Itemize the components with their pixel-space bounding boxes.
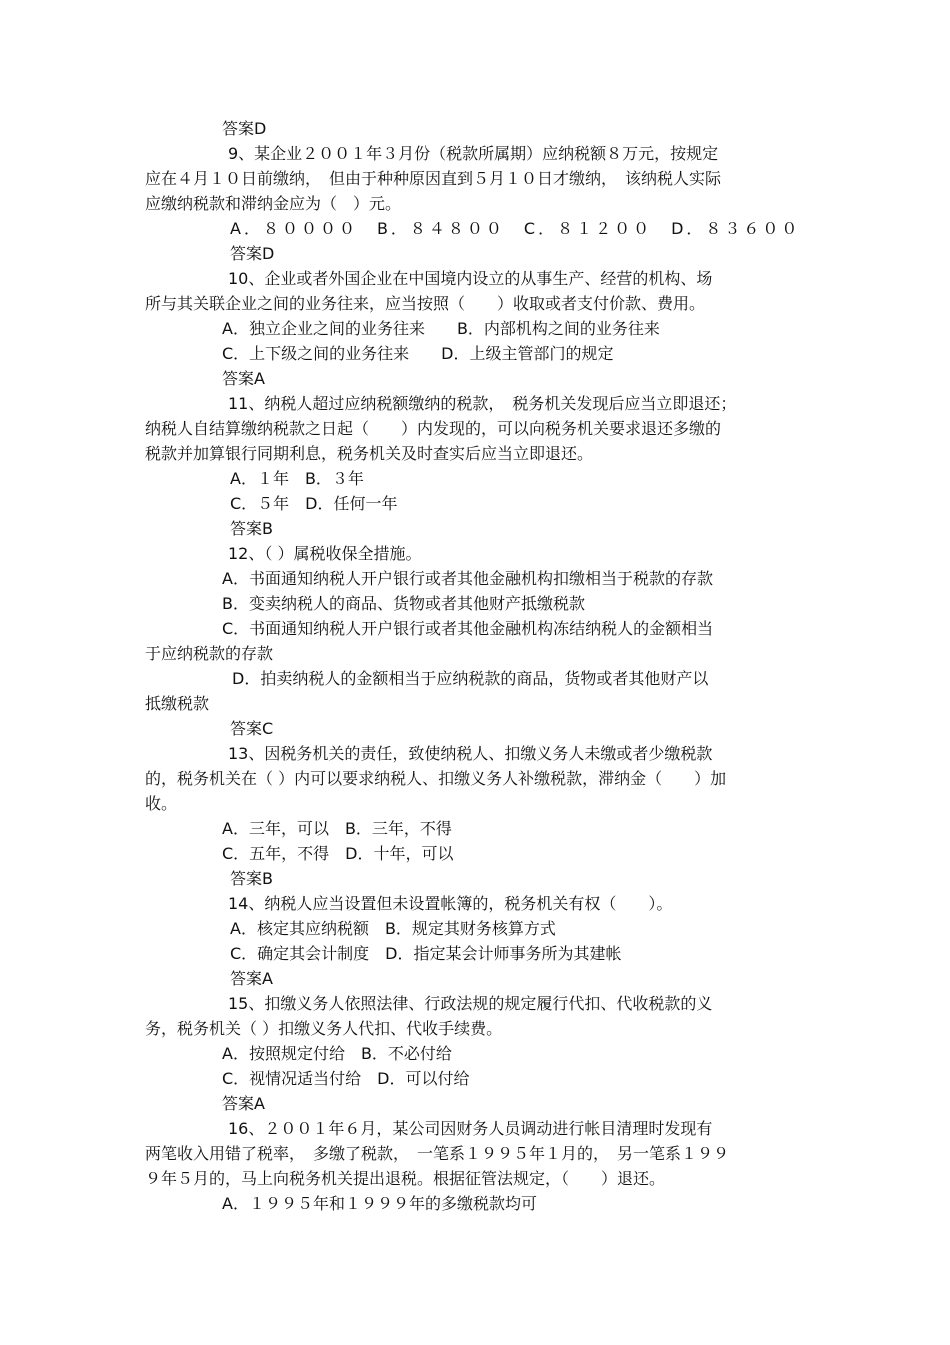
question-13-line-1: 13、因税务机关的责任，致使纳税人、扣缴义务人未缴或者少缴税款 [228,744,713,763]
question-16-option-a: A．１９９５年和１９９９年的多缴税款均可 [222,1194,537,1213]
question-15-line-1: 15、扣缴义务人依照法律、行政法规的规定履行代扣、代收税款的义 [228,994,713,1013]
question-11-line-3: 税款并加算银行同期利息，税务机关及时查实后应当立即退还。 [145,444,594,463]
question-10-options-cd: C．上下级之间的业务往来 D．上级主管部门的规定 [222,344,614,363]
question-16-line-3: ９年５月的，马上向税务机关提出退税。根据征管法规定，（ ）退还。 [145,1169,666,1188]
question-11-options-ab: A．１年 B．３年 [230,469,364,488]
question-10-options-ab: A．独立企业之间的业务往来 B．内部机构之间的业务往来 [222,319,660,338]
question-13-line-2: 的，税务机关在（ ）内可以要求纳税人、扣缴义务人补缴税款，滞纳金（ ）加 [145,769,727,788]
question-11-options-cd: C．５年 D．任何一年 [230,494,398,513]
answer-line: 答案A [230,969,273,988]
question-9-options: A．８００００ B．８４８００ C．８１２００ D．８３６００ [230,219,801,238]
answer-line: 答案A [222,1094,265,1113]
question-14-line-1: 14、纳税人应当设置但未设置帐簿的，税务机关有权（ ）。 [228,894,673,913]
answer-line: 答案D [222,119,267,138]
question-14-options-ab: A．核定其应纳税额 B．规定其财务核算方式 [230,919,556,938]
answer-line: 答案A [222,369,265,388]
answer-line: 答案C [230,719,274,738]
answer-line: 答案B [230,519,273,538]
question-12-option-a: A．书面通知纳税人开户银行或者其他金融机构扣缴相当于税款的存款 [222,569,713,588]
question-11-line-2: 纳税人自结算缴纳税款之日起（ ）内发现的，可以向税务机关要求退还多缴的 [145,419,722,438]
question-9-line-3: 应缴纳税款和滞纳金应为（ ）元。 [145,194,402,213]
question-13-options-ab: A．三年，可以 B．三年，不得 [222,819,452,838]
question-10-line-2: 所与其关联企业之间的业务往来，应当按照（ ）收取或者支付价款、费用。 [145,294,706,313]
question-16-line-2: 两笔收入用错了税率， 多缴了税款， 一笔系１９９５年１月的， 另一笔系１９９ [145,1144,730,1163]
question-12-option-d-cont: 抵缴税款 [145,694,210,713]
question-12-line-1: 12、（ ）属税收保全措施。 [228,544,422,563]
question-15-options-cd: C．视情况适当付给 D．可以付给 [222,1069,470,1088]
question-15-line-2: 务，税务机关（ ）扣缴义务人代扣、代收手续费。 [145,1019,503,1038]
question-11-line-1: 11、纳税人超过应纳税额缴纳的税款， 税务机关发现后应当立即退还； [228,394,737,413]
question-12-option-d: D．拍卖纳税人的金额相当于应纳税款的商品，货物或者其他财产以 [232,669,709,688]
question-16-line-1: 16、２００１年６月，某公司因财务人员调动进行帐目清理时发现有 [228,1119,713,1138]
answer-line: 答案B [230,869,273,888]
question-12-option-b: B．变卖纳税人的商品、货物或者其他财产抵缴税款 [222,594,585,613]
question-14-options-cd: C．确定其会计制度 D．指定某会计师事务所为其建帐 [230,944,622,963]
question-13-options-cd: C．五年，不得 D．十年，可以 [222,844,454,863]
answer-line: 答案D [230,244,275,263]
question-13-line-3: 收。 [145,794,178,813]
question-15-options-ab: A．按照规定付给 B．不必付给 [222,1044,452,1063]
question-9-line-2: 应在４月１０日前缴纳， 但由于种种原因直到５月１０日才缴纳， 该纳税人实际 [145,169,722,188]
question-12-option-c: C．书面通知纳税人开户银行或者其他金融机构冻结纳税人的金额相当 [222,619,714,638]
question-9-line-1: 9、某企业２００１年３月份（税款所属期）应纳税额８万元，按规定 [228,144,719,163]
question-10-line-1: 10、企业或者外国企业在中国境内设立的从事生产、经营的机构、场 [228,269,713,288]
question-12-option-c-cont: 于应纳税款的存款 [145,644,274,663]
